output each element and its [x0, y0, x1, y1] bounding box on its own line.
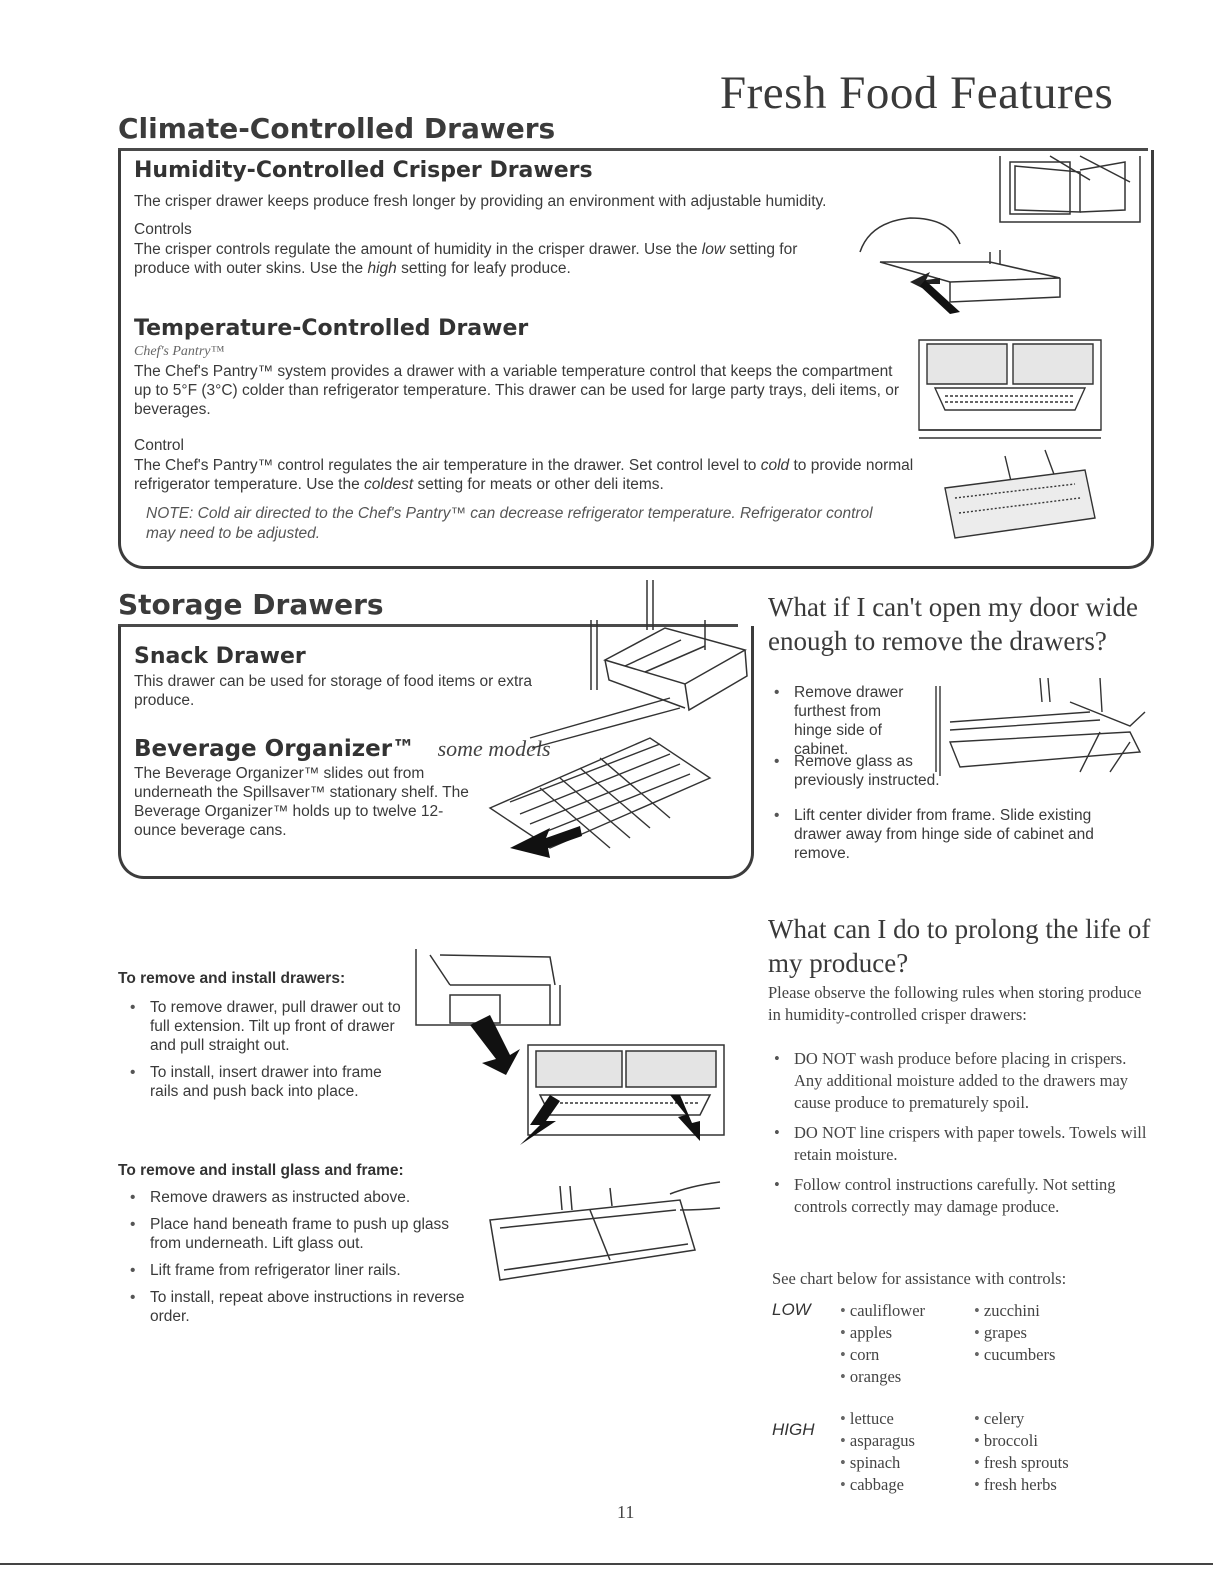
high-item: • cabbage — [840, 1474, 915, 1496]
remove-glass-heading: To remove and install glass and frame: — [118, 1162, 404, 1179]
humidity-controls-text: The crisper controls regulate the amount of humidity in the crisper drawer. Use the low setting for produce with outer skins. Use the high setting for leafy produce. — [134, 241, 798, 277]
remove-glass-bullets — [124, 1188, 474, 1334]
page-number: 11 — [617, 1502, 635, 1522]
remove-glass-bullet-3: • Lift frame from refrigerator liner rails. — [124, 1261, 474, 1280]
humidity-intro: The crisper drawer keeps produce fresh longer by providing an environment with adjustable humidity. — [134, 193, 827, 210]
high-item: • spinach — [840, 1452, 915, 1474]
high-item: • lettuce — [840, 1408, 915, 1430]
crisper-drawer-illustration — [840, 152, 1145, 312]
glass-frame-illustration — [480, 1180, 725, 1290]
door-bullet-3: • Lift center divider from frame. Slide existing drawer away from hinge side of cabinet and remove. — [768, 806, 1138, 863]
chart-intro: See chart below for assistance with controls: — [772, 1269, 1067, 1288]
high-item: • fresh herbs — [974, 1474, 1069, 1496]
low-item: • cucumbers — [974, 1344, 1055, 1366]
remove-drawers-heading: To remove and install drawers: — [118, 970, 346, 987]
high-column-1 — [840, 1408, 915, 1496]
high-item: • celery — [974, 1408, 1069, 1430]
remove-glass-bullet-4: • To install, repeat above instructions in reverse order. — [124, 1288, 474, 1326]
high-label: HIGH — [772, 1420, 815, 1439]
produce-question-heading: What can I do to prolong the life of my produce? — [768, 914, 1151, 978]
divider-frame-illustration — [930, 672, 1150, 802]
high-item: • fresh sprouts — [974, 1452, 1069, 1474]
beverage-qualifier: some models — [437, 736, 551, 761]
remove-drawer-illustration — [410, 945, 730, 1145]
beverage-heading: Beverage Organizer™ — [134, 736, 416, 762]
high-column-2 — [974, 1408, 1069, 1496]
door-bullet-1: • Remove drawer furthest from hinge side of cabinet. — [768, 683, 918, 759]
low-item: • oranges — [840, 1366, 925, 1388]
low-column-2 — [974, 1300, 1055, 1366]
high-item: • asparagus — [840, 1430, 915, 1452]
produce-bullet-3: • Follow control instructions carefully. Not setting controls correctly may damage produce. — [768, 1174, 1148, 1218]
page-title: Fresh Food Features — [720, 67, 1114, 119]
low-item: • zucchini — [974, 1300, 1055, 1322]
door-question-bullets-bottom — [768, 806, 1138, 871]
low-label: LOW — [772, 1300, 811, 1319]
controls-label: Controls — [134, 221, 192, 238]
low-item: • cauliflower — [840, 1300, 925, 1322]
door-bullet-2: • Remove glass as previously instructed. — [768, 752, 968, 790]
temperature-intro: The Chef's Pantry™ system provides a drawer with a variable temperature control that keeps the compartment up to 5°F (3°C) colder than refrigerator temperature. This drawer can be used for large party trays, deli items, or beverages. — [134, 363, 900, 418]
temperature-heading: Temperature-Controlled Drawer — [134, 316, 529, 341]
produce-bullets — [768, 1048, 1148, 1226]
door-question-heading: What if I can't open my door wide enough to remove the drawers? — [768, 592, 1138, 656]
climate-section-heading: Climate-Controlled Drawers — [118, 112, 556, 145]
produce-intro: Please observe the following rules when storing produce in humidity-controlled crisper drawers: — [768, 983, 1142, 1024]
snack-text: This drawer can be used for storage of food items or extra produce. — [134, 673, 533, 709]
remove-glass-bullet-1: • Remove drawers as instructed above. — [124, 1188, 474, 1207]
bottom-rule — [0, 1563, 1213, 1565]
low-item: • grapes — [974, 1322, 1055, 1344]
temperature-note: NOTE: Cold air directed to the Chef's Pantry™ can decrease refrigerator temperature. Refrigerator control may need to be adjusted. — [146, 505, 873, 542]
beverage-organizer-illustration — [470, 698, 720, 863]
chefs-pantry-brand: Chef's Pantry™ — [134, 344, 225, 359]
high-item: • broccoli — [974, 1430, 1069, 1452]
remove-drawers-bullets — [124, 998, 414, 1109]
temperature-control-text: The Chef's Pantry™ control regulates the air temperature in the drawer. Set control level to cold to provide normal refrigerator temperature. Use the coldest setting for meats or other deli items. — [134, 457, 914, 493]
storage-section-heading: Storage Drawers — [118, 588, 384, 621]
low-item: • apples — [840, 1322, 925, 1344]
control-label: Control — [134, 437, 184, 454]
humidity-heading: Humidity-Controlled Crisper Drawers — [134, 158, 593, 183]
remove-drawers-bullet-2: • To install, insert drawer into frame rails and push back into place. — [124, 1063, 414, 1101]
produce-bullet-1: • DO NOT wash produce before placing in crispers. Any additional moisture added to the drawers may cause produce to prematurely spoil. — [768, 1048, 1148, 1114]
remove-drawers-bullet-1: • To remove drawer, pull drawer out to full extension. Tilt up front of drawer and pull straight out. — [124, 998, 414, 1055]
remove-glass-bullet-2: • Place hand beneath frame to push up glass from underneath. Lift glass out. — [124, 1215, 474, 1253]
low-item: • corn — [840, 1344, 925, 1366]
produce-bullet-2: • DO NOT line crispers with paper towels. Towels will retain moisture. — [768, 1122, 1148, 1166]
low-column-1 — [840, 1300, 925, 1388]
pantry-drawer-illustration — [915, 338, 1105, 563]
snack-heading: Snack Drawer — [134, 644, 306, 669]
beverage-text: The Beverage Organizer™ slides out from underneath the Spillsaver™ stationary shelf. The Beverage Organizer™ holds up to twelve 12-ounce beverage cans. — [134, 765, 469, 839]
